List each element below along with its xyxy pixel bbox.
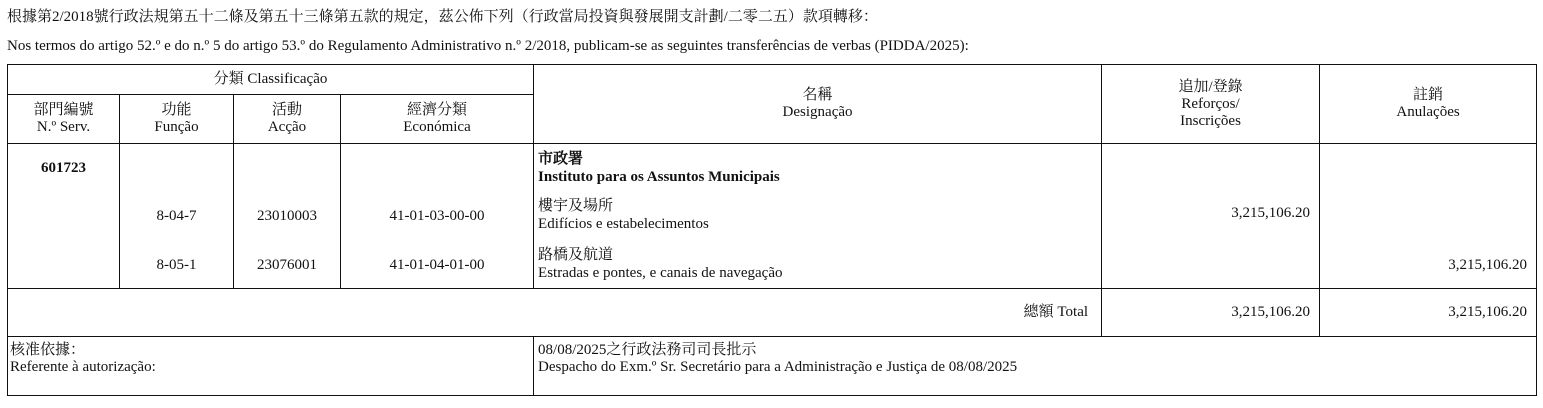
authorization-text-cell [534,337,1537,396]
entity-name-zh: 市政署 [538,151,584,167]
reinforcement-header-zh: 追加/登錄 [1178,78,1243,95]
cancellation-header [1320,65,1537,144]
designation-header-pt: Designação [782,104,853,120]
total-label: 總額 Total [1023,304,1089,320]
action-code-1: 23010003 [257,208,317,224]
action-code-2: 23076001 [257,257,317,273]
action-header [234,95,341,144]
designation-header [534,65,1102,144]
action-cell [234,144,341,289]
designation-cell [534,144,1102,289]
reinforcement-amount-1: 3,215,106.20 [1231,205,1311,221]
economic-code-2: 41-01-04-01-00 [389,257,485,273]
service-number: 601723 [41,160,86,176]
intro-portuguese: Nos termos do artigo 52.º e do n.º 5 do artigo 53.º do Regulamento Administrativo n.º 2/2018, publicam-se as seguintes transferências de verbas (PIDDA/2025): [7,38,969,54]
function-cell [120,144,234,289]
cancellation-header-pt: Anulações [1396,104,1460,120]
total-label-cell [8,289,1102,337]
action-header-zh: 活動 [271,102,302,118]
designation-header-zh: 名稱 [802,87,833,103]
economic-code-1: 41-01-03-00-00 [389,208,485,224]
cancellation-cell [1320,144,1537,289]
entity-name-pt: Instituto para os Assuntos Municipais [538,169,780,185]
function-header [120,95,234,144]
function-header-zh: 功能 [161,102,192,118]
authorization-text-zh: 08/08/2025之行政法務司司長批示 [538,342,757,358]
transfer-table [7,64,1537,396]
function-header-pt: Função [154,119,199,135]
total-reinforcement: 3,215,106.20 [1231,304,1311,320]
service-cell [8,144,120,289]
service-header-pt: N.º Serv. [36,119,91,135]
total-cancellation: 3,215,106.20 [1448,304,1528,320]
designation-2-pt: Estradas e pontes, e canais de navegação [538,265,783,281]
authorization-label-zh: 核准依據： [10,342,86,358]
economic-header-pt: Económica [403,119,471,135]
reinforcement-header-pt2: Inscrições [1180,112,1241,129]
authorization-label-cell [8,337,534,396]
designation-1-zh: 樓宇及場所 [538,198,614,214]
reinforcement-header-pt1: Reforços/ [1181,95,1240,112]
economic-cell [341,144,534,289]
economic-header-zh: 經濟分類 [407,102,468,118]
reinforcement-cell [1102,144,1320,289]
cancellation-header-zh: 註銷 [1413,87,1444,103]
function-code-1: 8-04-7 [156,208,197,224]
total-cancellation-cell [1320,289,1537,337]
authorization-label-pt: Referente à autorização: [10,359,156,375]
cancellation-amount-2: 3,215,106.20 [1448,257,1528,273]
designation-1-pt: Edifícios e estabelecimentos [538,216,709,232]
designation-2-zh: 路橋及航道 [538,247,614,263]
reinforcement-header [1102,65,1320,144]
total-reinforcement-cell [1102,289,1320,337]
service-header-zh: 部門編號 [33,102,94,118]
classification-header: 分類 Classificação [8,65,534,95]
action-header-pt: Acção [267,119,307,135]
intro-chinese: 根據第2/2018號行政法規第五十二條及第五十三條第五款的規定，茲公佈下列（行政當局投資與發展開支計劃/二零二五）款項轉移： [7,9,878,25]
function-code-2: 8-05-1 [156,257,197,273]
economic-header [341,95,534,144]
service-header [8,95,120,144]
authorization-text-pt: Despacho do Exm.º Sr. Secretário para a Administração e Justiça de 08/08/2025 [538,359,1018,375]
